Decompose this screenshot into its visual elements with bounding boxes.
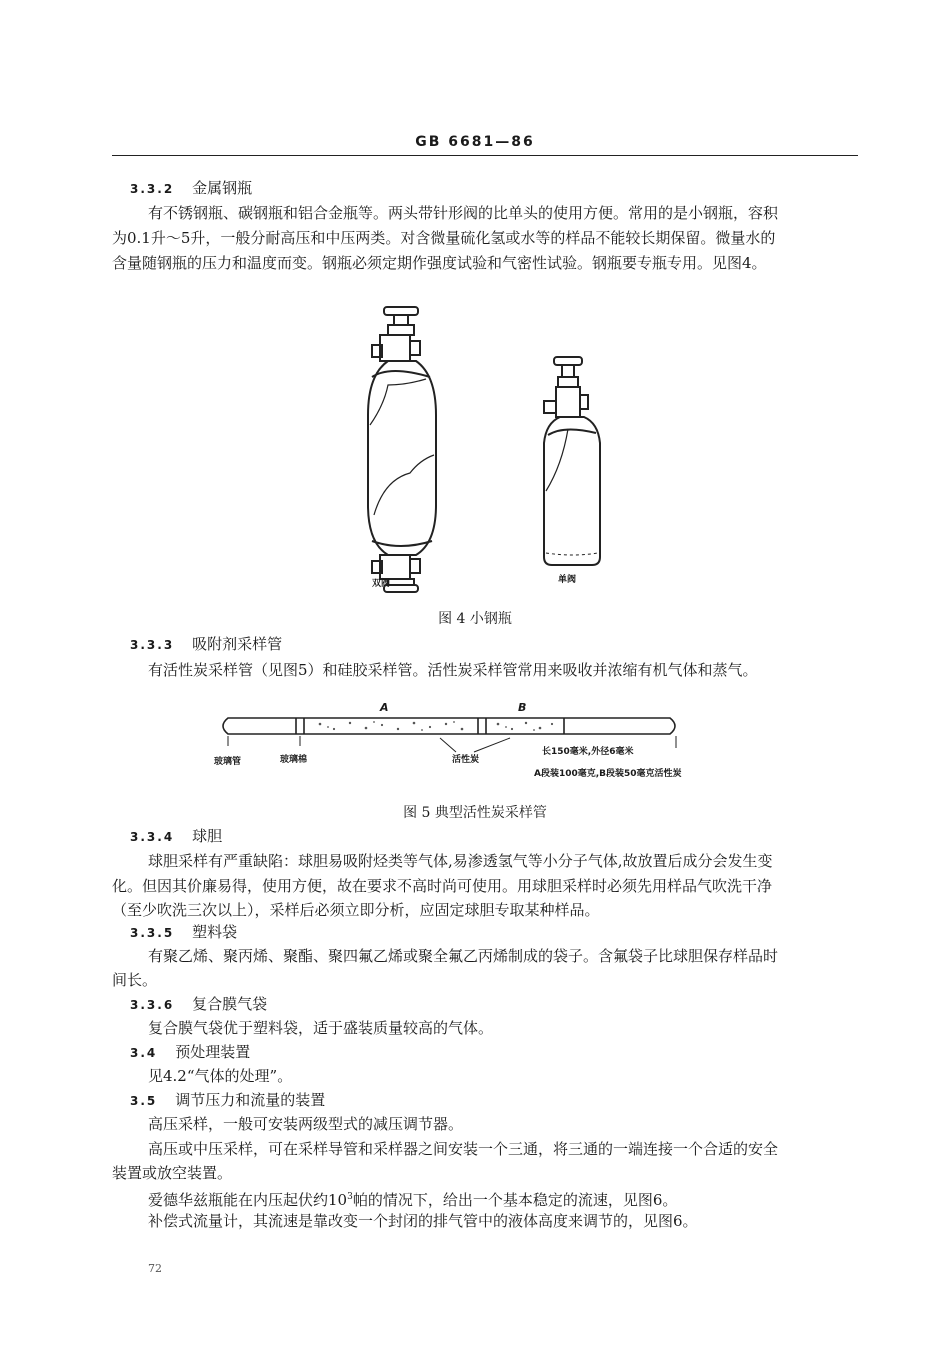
section-number: 3.3.5 [130,926,175,940]
paragraph-line: 补偿式流量计，其流速是靠改变一个封闭的排气管中的液体高度来调节的，见图6。 [148,1212,698,1230]
text-segment: 爱德华兹瓶能在内压起伏约10 [148,1191,348,1209]
paragraph-line: 含量随钢瓶的压力和温度而变。钢瓶必须定期作强度试验和气密性试验。钢瓶要专瓶专用。见图4。 [112,254,767,272]
section-3-3-6-heading [130,994,267,1015]
section-number: 3.3.4 [130,830,175,844]
label-glass-wool: 玻璃棉 [280,755,308,765]
label-section-a: A [380,701,389,714]
label-section-b: B [518,701,527,714]
section-number: 3.5 [130,1094,158,1108]
double-valve-cylinder [368,307,436,592]
section-number: 3.3.3 [130,638,175,652]
section-title: 复合膜气袋 [192,995,268,1013]
section-number: 3.3.2 [130,182,175,196]
paragraph-line: 有聚乙烯、聚丙烯、聚酯、聚四氟乙烯或聚全氟乙丙烯制成的袋子。含氟袋子比球胆保存样品时 [148,947,779,965]
label-fill-amount: A段装100毫克,B段装50毫克活性炭 [534,769,682,779]
page-number: 72 [148,1262,162,1275]
paragraph-line: 复合膜气袋优于塑料袋，适于盛装质量较高的气体。 [148,1019,494,1037]
paragraph-line: 见4.2“气体的处理”。 [148,1067,293,1085]
section-3-4-heading [130,1042,250,1063]
figure-4-cylinders [340,305,620,595]
section-3-3-5-heading [130,922,237,943]
paragraph-line [148,1187,677,1210]
paragraph-line: 间长。 [112,971,158,989]
paragraph-line: 高压或中压采样，可在采样导管和采样器之间安装一个三通，将三通的一端连接一个合适的安全 [148,1140,779,1158]
label-single-valve: 单阀 [558,575,577,585]
section-3-3-4-heading [130,826,222,847]
section-title: 调节压力和流量的装置 [175,1091,326,1109]
paragraph-line: 有活性炭采样管（见图5）和硅胶采样管。活性炭采样管常用来吸收并浓缩有机气体和蒸气。 [148,661,758,679]
text-segment: 帕的情况下，给出一个基本稳定的流速，见图6。 [352,1191,678,1209]
section-3-3-2-heading [130,178,252,199]
carbon-granules [319,721,553,731]
page-header: GB 6681—86 [415,134,535,150]
figure-5-caption: 图 5 典型活性炭采样管 [403,805,547,821]
paragraph-line: 装置或放空装置。 [112,1164,233,1182]
label-activated-carbon: 活性炭 [452,755,480,765]
label-dimensions: 长150毫米,外径6毫米 [542,747,634,757]
section-3-5-heading [130,1090,325,1111]
label-glass-tube: 玻璃管 [214,757,242,767]
section-3-3-3-heading [130,634,282,655]
section-title: 预处理装置 [175,1043,251,1061]
header-rule [112,155,858,156]
paragraph-line: 为0.1升～5升，一般分耐高压和中压两类。对含微量硫化氢或水等的样品不能较长期保留。微量水的 [112,229,776,247]
single-valve-cylinder [544,357,600,565]
figure-4-caption: 图 4 小钢瓶 [438,611,512,627]
paragraph-line: 有不锈钢瓶、碳钢瓶和铝合金瓶等。两头带针形阀的比单头的使用方便。常用的是小钢瓶，容积 [148,204,779,222]
paragraph-line: 高压采样，一般可安装两级型式的减压调节器。 [148,1115,464,1133]
section-number: 3.3.6 [130,998,175,1012]
label-double-valve: 双阀 [372,579,391,589]
paragraph-line: （至少吹洗三次以上），采样后必须立即分析，应固定球胆专取某种样品。 [112,901,600,919]
section-title: 金属钢瓶 [192,179,253,197]
section-title: 吸附剂采样管 [192,635,283,653]
section-title: 球胆 [192,827,223,845]
paragraph-line: 球胆采样有严重缺陷：球胆易吸附烃类等气体,易渗透氢气等小分子气体,故放置后成分会发生变 [148,852,773,870]
section-title: 塑料袋 [192,923,238,941]
section-number: 3.4 [130,1046,158,1060]
superscript-exponent: 3 [347,1192,353,1202]
paragraph-line: 化。但因其价廉易得，使用方便，故在要求不高时尚可使用。用球胆采样时必须先用样品气吹洗干净 [112,877,773,895]
